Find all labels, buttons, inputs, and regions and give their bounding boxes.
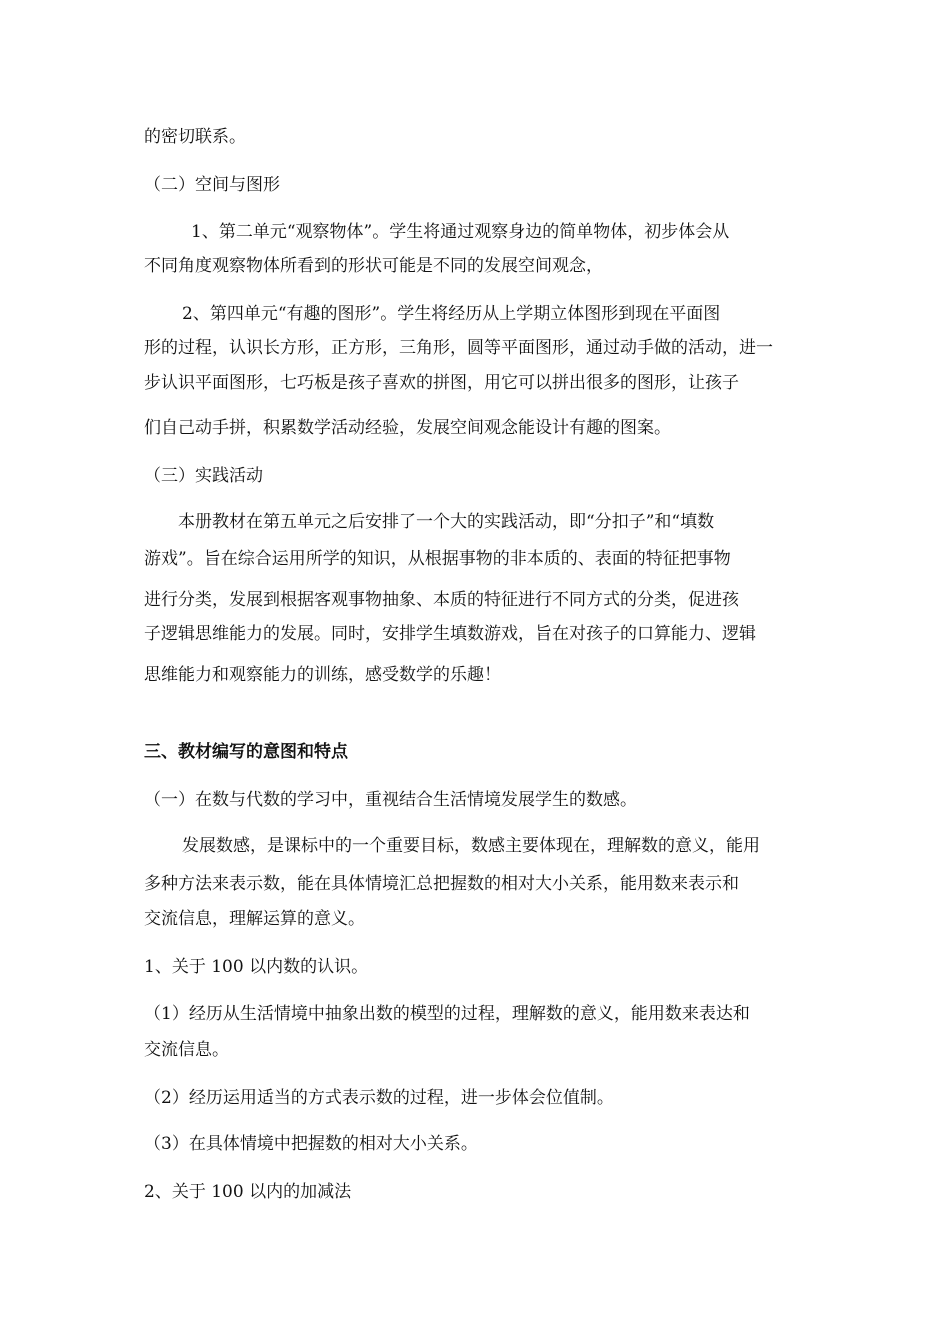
section-heading: （二）空间与图形 [144, 175, 280, 195]
paragraph-line: 的密切联系。 [144, 127, 246, 147]
paragraph-line: 形的过程，认识长方形，正方形，三角形，圆等平面图形，通过动手做的活动，进一 [144, 338, 773, 358]
paragraph-line: 游戏”。旨在综合运用所学的知识，从根据事物的非本质的、表面的特征把事物 [144, 549, 731, 569]
paragraph-line: 子逻辑思维能力的发展。同时，安排学生填数游戏，旨在对孩子的口算能力、逻辑 [144, 624, 756, 644]
paragraph-line: 们自己动手拼，积累数学活动经验，发展空间观念能设计有趣的图案。 [144, 418, 671, 438]
list-item: 2、关于 100 以内的加减法 [144, 1182, 352, 1202]
paragraph-line: 发展数感，是课标中的一个重要目标，数感主要体现在，理解数的意义，能用 [182, 836, 760, 856]
list-item: 1、关于 100 以内数的认识。 [144, 957, 369, 977]
section-heading: （一）在数与代数的学习中，重视结合生活情境发展学生的数感。 [144, 790, 637, 810]
chapter-heading: 三、教材编写的意图和特点 [144, 742, 348, 762]
list-item: （1）经历从生活情境中抽象出数的模型的过程，理解数的意义，能用数来表达和 [144, 1004, 750, 1024]
paragraph-line: 2、第四单元“有趣的图形”。学生将经历从上学期立体图形到现在平面图 [182, 304, 721, 324]
paragraph-line: 思维能力和观察能力的训练，感受数学的乐趣！ [144, 665, 501, 685]
paragraph-line: 进行分类，发展到根据客观事物抽象、本质的特征进行不同方式的分类，促进孩 [144, 590, 739, 610]
paragraph-line: 本册教材在第五单元之后安排了一个大的实践活动，即“分扣子”和“填数 [178, 512, 715, 532]
section-heading: （三）实践活动 [144, 466, 263, 486]
paragraph-line: 交流信息。 [144, 1040, 229, 1060]
paragraph-line: 1、第二单元“观察物体”。学生将通过观察身边的简单物体，初步体会从 [191, 222, 730, 242]
list-item: （3）在具体情境中把握数的相对大小关系。 [144, 1134, 478, 1154]
paragraph-line: 多种方法来表示数，能在具体情境汇总把握数的相对大小关系，能用数来表示和 [144, 874, 739, 894]
paragraph-line: 交流信息，理解运算的意义。 [144, 909, 365, 929]
paragraph-line: 步认识平面图形，七巧板是孩子喜欢的拼图，用它可以拼出很多的图形，让孩子 [144, 373, 739, 393]
list-item: （2）经历运用适当的方式表示数的过程，进一步体会位值制。 [144, 1088, 614, 1108]
paragraph-line: 不同角度观察物体所看到的形状可能是不同的发展空间观念， [144, 256, 603, 276]
